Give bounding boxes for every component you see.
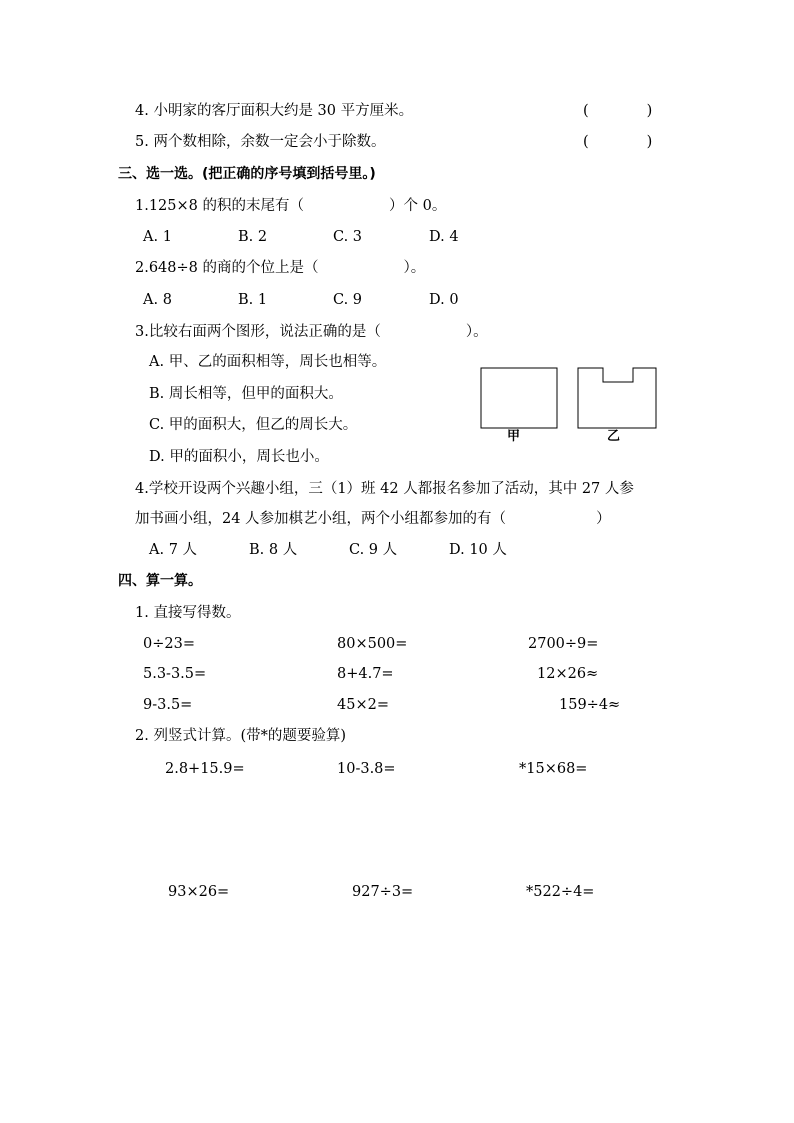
calc-sub-direct: 1. 直接写得数。 xyxy=(135,605,241,621)
figure-label-yi: 乙 xyxy=(607,429,621,444)
direct-calc-item: 12×26≈ xyxy=(537,666,599,682)
stem-part-b: ）。 xyxy=(403,260,426,276)
stem-part-b: ） xyxy=(596,511,611,527)
direct-calc-item: 2700÷9= xyxy=(528,636,599,652)
judge-item-5-answer-paren[interactable] xyxy=(583,135,652,150)
paren-close: ) xyxy=(646,103,653,119)
choice-q1-option-b: B. 2 xyxy=(238,229,268,245)
stem-part-a: 1.125×8 的积的末尾有（ xyxy=(135,198,304,214)
choice-q4-stem-line1: 4.学校开设两个兴趣小组，三（1）班 42 人都报名参加了活动，其中 27 人参 xyxy=(135,481,634,497)
choice-q3-option-b: B. 周长相等，但甲的面积大。 xyxy=(149,386,343,402)
stem-part-b: ）个 0。 xyxy=(389,198,447,214)
direct-calc-item: 80×500= xyxy=(337,636,408,652)
vertical-calc-item: 93×26= xyxy=(168,884,230,900)
choice-q2-option-d: D. 0 xyxy=(429,292,459,308)
section-heading-choice: 三、选一选。(把正确的序号填到括号里。) xyxy=(118,166,376,182)
paren-open: ( xyxy=(583,103,589,119)
section-heading-calc: 四、算一算。 xyxy=(118,573,202,589)
choice-q3-stem xyxy=(135,325,488,340)
shape-yi xyxy=(578,368,656,428)
shape-comparison-figure xyxy=(475,362,665,432)
figure-label-jia: 甲 xyxy=(507,429,521,444)
judge-item-5: 5. 两个数相除，余数一定会小于除数。 xyxy=(135,134,386,150)
vertical-calc-item: 2.8+15.9= xyxy=(165,761,245,777)
choice-q4-option-c: C. 9 人 xyxy=(349,542,398,558)
choice-q4-stem-line2 xyxy=(135,512,611,527)
choice-q1-option-d: D. 4 xyxy=(429,229,459,245)
choice-q4-option-b: B. 8 人 xyxy=(249,542,298,558)
choice-q2-stem xyxy=(135,261,425,276)
judge-item-4: 4. 小明家的客厅面积大约是 30 平方厘米。 xyxy=(135,103,414,119)
direct-calc-item: 159÷4≈ xyxy=(559,697,621,713)
paren-open: ( xyxy=(583,134,589,150)
vertical-calc-item: *522÷4= xyxy=(526,884,595,900)
vertical-calc-item: 10-3.8= xyxy=(337,761,396,777)
choice-q2-option-b: B. 1 xyxy=(238,292,268,308)
stem-part-a: 加书画小组，24 人参加棋艺小组，两个小组都参加的有（ xyxy=(135,511,507,527)
direct-calc-item: 5.3-3.5= xyxy=(143,666,207,682)
stem-part-a: 2.648÷8 的商的个位上是（ xyxy=(135,260,319,276)
stem-part-a: 3.比较右面两个图形，说法正确的是（ xyxy=(135,324,381,340)
vertical-calc-item: 927÷3= xyxy=(352,884,414,900)
choice-q3-option-c: C. 甲的面积大，但乙的周长大。 xyxy=(149,417,358,433)
choice-q2-option-a: A. 8 xyxy=(143,292,172,308)
direct-calc-item: 8+4.7= xyxy=(337,666,394,682)
choice-q3-option-d: D. 甲的面积小，周长也小。 xyxy=(149,449,329,465)
calc-sub-vertical: 2. 列竖式计算。(带*的题要验算) xyxy=(135,728,347,744)
choice-q4-option-a: A. 7 人 xyxy=(149,542,198,558)
choice-q1-stem xyxy=(135,199,446,214)
vertical-calc-item: *15×68= xyxy=(519,761,588,777)
paren-close: ) xyxy=(646,134,653,150)
judge-item-4-answer-paren[interactable] xyxy=(583,104,652,119)
direct-calc-item: 45×2= xyxy=(337,697,389,713)
stem-part-b: ）。 xyxy=(465,324,488,340)
choice-q3-option-a: A. 甲、乙的面积相等，周长也相等。 xyxy=(149,354,387,370)
choice-q4-option-d: D. 10 人 xyxy=(449,542,507,558)
shape-jia xyxy=(481,368,557,428)
direct-calc-item: 9-3.5= xyxy=(143,697,193,713)
choice-q1-option-a: A. 1 xyxy=(143,229,172,245)
choice-q2-option-c: C. 9 xyxy=(333,292,363,308)
direct-calc-item: 0÷23= xyxy=(143,636,195,652)
choice-q1-option-c: C. 3 xyxy=(333,229,363,245)
